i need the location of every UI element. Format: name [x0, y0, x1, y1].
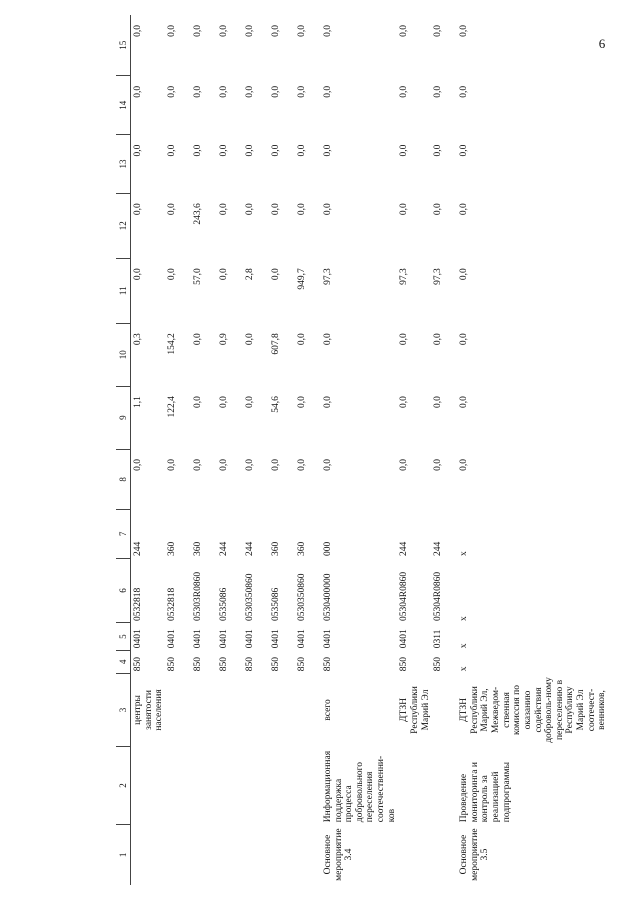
- cell-c1: Основное мероприятие 3.5: [459, 828, 491, 881]
- page-number: 6: [598, 35, 606, 51]
- cell-c8: 0,0: [218, 459, 229, 471]
- cell-c7: 244: [244, 541, 255, 557]
- cell-c9: 0,0: [218, 396, 229, 409]
- cell-c3: центры занятости населения: [133, 689, 165, 731]
- cell-c13: 0,0: [459, 144, 470, 157]
- cell-c11: 949,7: [296, 268, 307, 290]
- cell-c5: 0401: [133, 629, 143, 649]
- cell-c6: 0535086: [218, 587, 229, 621]
- header-row: [116, 15, 131, 885]
- cell-c2: [191, 747, 217, 825]
- cell-c4: 850: [322, 657, 333, 672]
- cell-c3: ДТЗН Республики Марий Эл, Межведом-ственная комиссия по оказанию содействия доброволь-ному переселению в Республику Марий Эл соотечест-венников,: [459, 677, 608, 743]
- cell-c6: 0535086: [270, 587, 281, 621]
- table-row: [131, 15, 165, 885]
- cell-c4: 850: [433, 657, 444, 672]
- cell-c9: 0,0: [459, 396, 470, 409]
- cell-c5: 0401: [399, 629, 410, 649]
- cell-c14: 0,0: [459, 85, 470, 98]
- cell-c2: [397, 747, 431, 825]
- cell-c5: x: [459, 643, 470, 649]
- cell-c8: 0,0: [433, 459, 444, 471]
- cell-c5: 0401: [296, 629, 307, 649]
- column-header-3: 3: [116, 673, 131, 746]
- cell-c7: 360: [166, 541, 177, 557]
- cell-c7: 244: [218, 541, 229, 557]
- column-header-12: 12: [116, 193, 131, 258]
- cell-c8: 0,0: [296, 459, 307, 471]
- cell-c12: 0,0: [133, 203, 143, 216]
- cell-c4: x: [459, 666, 470, 672]
- cell-c7: x: [459, 551, 470, 557]
- cell-c12: 0,0: [296, 203, 307, 216]
- cell-c9: 1,1: [133, 396, 143, 409]
- budget-table: [116, 15, 608, 885]
- cell-c8: 0,0: [133, 459, 143, 471]
- column-header-13: 13: [116, 135, 131, 194]
- cell-c3: ДТЗН Республики Марий Эл: [399, 686, 431, 734]
- cell-c8: 0,0: [270, 459, 281, 471]
- cell-c8: 0,0: [244, 459, 255, 471]
- table-row: [431, 15, 457, 885]
- cell-c6: 05303R0860: [192, 571, 203, 621]
- cell-c2: [131, 747, 165, 825]
- cell-c3: всего: [322, 699, 333, 721]
- cell-c11: 2,8: [244, 268, 255, 281]
- cell-c9: 122,4: [166, 396, 177, 418]
- cell-c15: 0,0: [244, 25, 255, 37]
- cell-c10: 154,2: [166, 333, 177, 355]
- column-header-2: 2: [116, 747, 131, 825]
- cell-c1: [397, 824, 431, 885]
- column-header-9: 9: [116, 386, 131, 449]
- cell-c2: Проведение мониторинга и контроль за реализацией подпрограммы: [459, 761, 512, 823]
- cell-c4: 850: [399, 657, 410, 672]
- cell-c6: 0532818: [166, 587, 177, 621]
- cell-c7: 360: [192, 541, 203, 557]
- cell-c13: 0,0: [399, 144, 410, 157]
- cell-c3: [217, 673, 243, 746]
- cell-c4: 850: [192, 657, 203, 672]
- cell-c2: [431, 747, 457, 825]
- cell-c7: 244: [433, 541, 444, 557]
- cell-c15: 0,0: [322, 25, 333, 37]
- cell-c12: 0,0: [244, 203, 255, 216]
- table-row: [269, 15, 295, 885]
- column-header-15: 15: [116, 15, 131, 76]
- table-row: [243, 15, 269, 885]
- table-row: [191, 15, 217, 885]
- cell-c13: 0,0: [244, 144, 255, 157]
- cell-c11: 0,0: [166, 268, 177, 281]
- cell-c3: [165, 673, 191, 746]
- column-header-5: 5: [116, 623, 131, 650]
- cell-c8: 0,0: [192, 459, 203, 471]
- column-header-10: 10: [116, 323, 131, 386]
- cell-c13: 0,0: [133, 144, 143, 157]
- cell-c11: 0,0: [270, 268, 281, 281]
- cell-c5: 0401: [166, 629, 177, 649]
- cell-c15: 0,0: [296, 25, 307, 37]
- cell-c14: 0,0: [433, 85, 444, 98]
- cell-c6: 0530350860: [244, 573, 255, 621]
- cell-c2: [295, 747, 321, 825]
- cell-c10: 0,0: [322, 333, 333, 346]
- cell-c12: 0,0: [459, 203, 470, 216]
- cell-c12: 0,0: [399, 203, 410, 216]
- column-header-14: 14: [116, 76, 131, 135]
- cell-c1: [295, 824, 321, 885]
- cell-c1: [131, 824, 165, 885]
- cell-c1: [243, 824, 269, 885]
- cell-c7: 360: [296, 541, 307, 557]
- cell-c13: 0,0: [218, 144, 229, 157]
- cell-c5: 0401: [270, 629, 281, 649]
- cell-c6: 0530400000: [322, 573, 333, 621]
- cell-c14: 0,0: [296, 85, 307, 98]
- cell-c9: 0,0: [296, 396, 307, 409]
- cell-c12: 0,0: [433, 203, 444, 216]
- cell-c4: 850: [244, 657, 255, 672]
- cell-c1: [191, 824, 217, 885]
- cell-c3: [269, 673, 295, 746]
- cell-c9: 0,0: [433, 396, 444, 409]
- cell-c11: 0,0: [133, 268, 143, 281]
- cell-c1: [269, 824, 295, 885]
- cell-c1: [217, 824, 243, 885]
- cell-c3: [295, 673, 321, 746]
- cell-c15: 0,0: [459, 25, 470, 37]
- cell-c15: 0,0: [218, 25, 229, 37]
- cell-c13: 0,0: [322, 144, 333, 157]
- cell-c4: 850: [218, 657, 229, 672]
- cell-c8: 0,0: [399, 459, 410, 471]
- cell-c9: 54,6: [270, 396, 281, 413]
- cell-c15: 0,0: [166, 25, 177, 37]
- cell-c1: Основное мероприятие 3.4: [322, 828, 355, 881]
- cell-c14: 0,0: [166, 85, 177, 98]
- cell-c7: 244: [399, 541, 410, 557]
- cell-c11: 0,0: [459, 268, 470, 281]
- cell-c8: 0,0: [322, 459, 333, 471]
- cell-c14: 0,0: [133, 85, 143, 98]
- cell-c3: [191, 673, 217, 746]
- cell-c13: 0,0: [270, 144, 281, 157]
- cell-c7: 000: [322, 541, 333, 557]
- cell-c5: 0311: [433, 629, 444, 649]
- cell-c15: 0,0: [433, 25, 444, 37]
- cell-c4: 850: [270, 657, 281, 672]
- cell-c7: 360: [270, 541, 281, 557]
- cell-c5: 0401: [322, 629, 333, 649]
- cell-c12: 0,0: [166, 203, 177, 216]
- cell-c8: 0,0: [166, 459, 177, 471]
- cell-c11: 97,3: [322, 268, 333, 285]
- cell-c9: 0,0: [192, 396, 203, 409]
- cell-c15: 0,0: [270, 25, 281, 37]
- cell-c6: x: [459, 616, 470, 621]
- cell-c5: 0401: [244, 629, 255, 649]
- table-row: [457, 15, 608, 885]
- cell-c8: 0,0: [459, 459, 470, 471]
- cell-c10: 0,0: [244, 333, 255, 346]
- cell-c10: 0,0: [296, 333, 307, 346]
- cell-c13: 0,0: [433, 144, 444, 157]
- cell-c10: 0,3: [133, 333, 143, 346]
- cell-c5: 0401: [218, 629, 229, 649]
- cell-c9: 0,0: [244, 396, 255, 409]
- cell-c3: [431, 673, 457, 746]
- table-row: [165, 15, 191, 885]
- cell-c6: 0532818: [133, 587, 143, 621]
- cell-c14: 0,0: [218, 85, 229, 98]
- cell-c14: 0,0: [399, 85, 410, 98]
- cell-c10: 607,8: [270, 333, 281, 355]
- cell-c6: 05304R0860: [433, 571, 444, 621]
- cell-c10: 0,9: [218, 333, 229, 346]
- cell-c15: 0,0: [192, 25, 203, 37]
- cell-c11: 0,0: [218, 268, 229, 281]
- cell-c12: 0,0: [218, 203, 229, 216]
- cell-c13: 0,0: [192, 144, 203, 157]
- cell-c15: 0,0: [399, 25, 410, 37]
- cell-c12: 0,0: [322, 203, 333, 216]
- cell-c2: [217, 747, 243, 825]
- table-row: [295, 15, 321, 885]
- cell-c13: 0,0: [296, 144, 307, 157]
- cell-c13: 0,0: [166, 144, 177, 157]
- cell-c2: [165, 747, 191, 825]
- cell-c14: 0,0: [244, 85, 255, 98]
- column-header-4: 4: [116, 650, 131, 673]
- cell-c4: 850: [296, 657, 307, 672]
- column-header-8: 8: [116, 449, 131, 510]
- cell-c12: 0,0: [270, 203, 281, 216]
- cell-c9: 0,0: [322, 396, 333, 409]
- column-header-7: 7: [116, 510, 131, 558]
- cell-c11: 97,3: [433, 268, 444, 285]
- cell-c14: 0,0: [192, 85, 203, 98]
- cell-c11: 57,0: [192, 268, 203, 285]
- cell-c4: 850: [166, 657, 177, 672]
- cell-c12: 243,6: [192, 203, 203, 225]
- cell-c7: 244: [133, 541, 143, 557]
- cell-c2: [269, 747, 295, 825]
- cell-c5: 0401: [192, 629, 203, 649]
- column-header-6: 6: [116, 558, 131, 623]
- cell-c10: 0,0: [459, 333, 470, 346]
- column-header-11: 11: [116, 258, 131, 323]
- table-row: [217, 15, 243, 885]
- cell-c6: 0530350860: [296, 573, 307, 621]
- table-row: [321, 15, 397, 885]
- cell-c6: 05304R0860: [399, 571, 410, 621]
- cell-c10: 0,0: [433, 333, 444, 346]
- cell-c4: 850: [133, 657, 143, 672]
- cell-c10: 0,0: [192, 333, 203, 346]
- cell-c10: 0,0: [399, 333, 410, 346]
- table-row: [397, 15, 431, 885]
- cell-c2: Информационная поддержка процесса добровольного переселения соотечественни-ков: [322, 750, 397, 823]
- cell-c15: 0,0: [133, 25, 143, 37]
- cell-c2: [243, 747, 269, 825]
- column-header-1: 1: [116, 824, 131, 885]
- cell-c3: [243, 673, 269, 746]
- cell-c11: 97,3: [399, 268, 410, 285]
- cell-c9: 0,0: [399, 396, 410, 409]
- cell-c1: [165, 824, 191, 885]
- cell-c14: 0,0: [270, 85, 281, 98]
- cell-c1: [431, 824, 457, 885]
- cell-c14: 0,0: [322, 85, 333, 98]
